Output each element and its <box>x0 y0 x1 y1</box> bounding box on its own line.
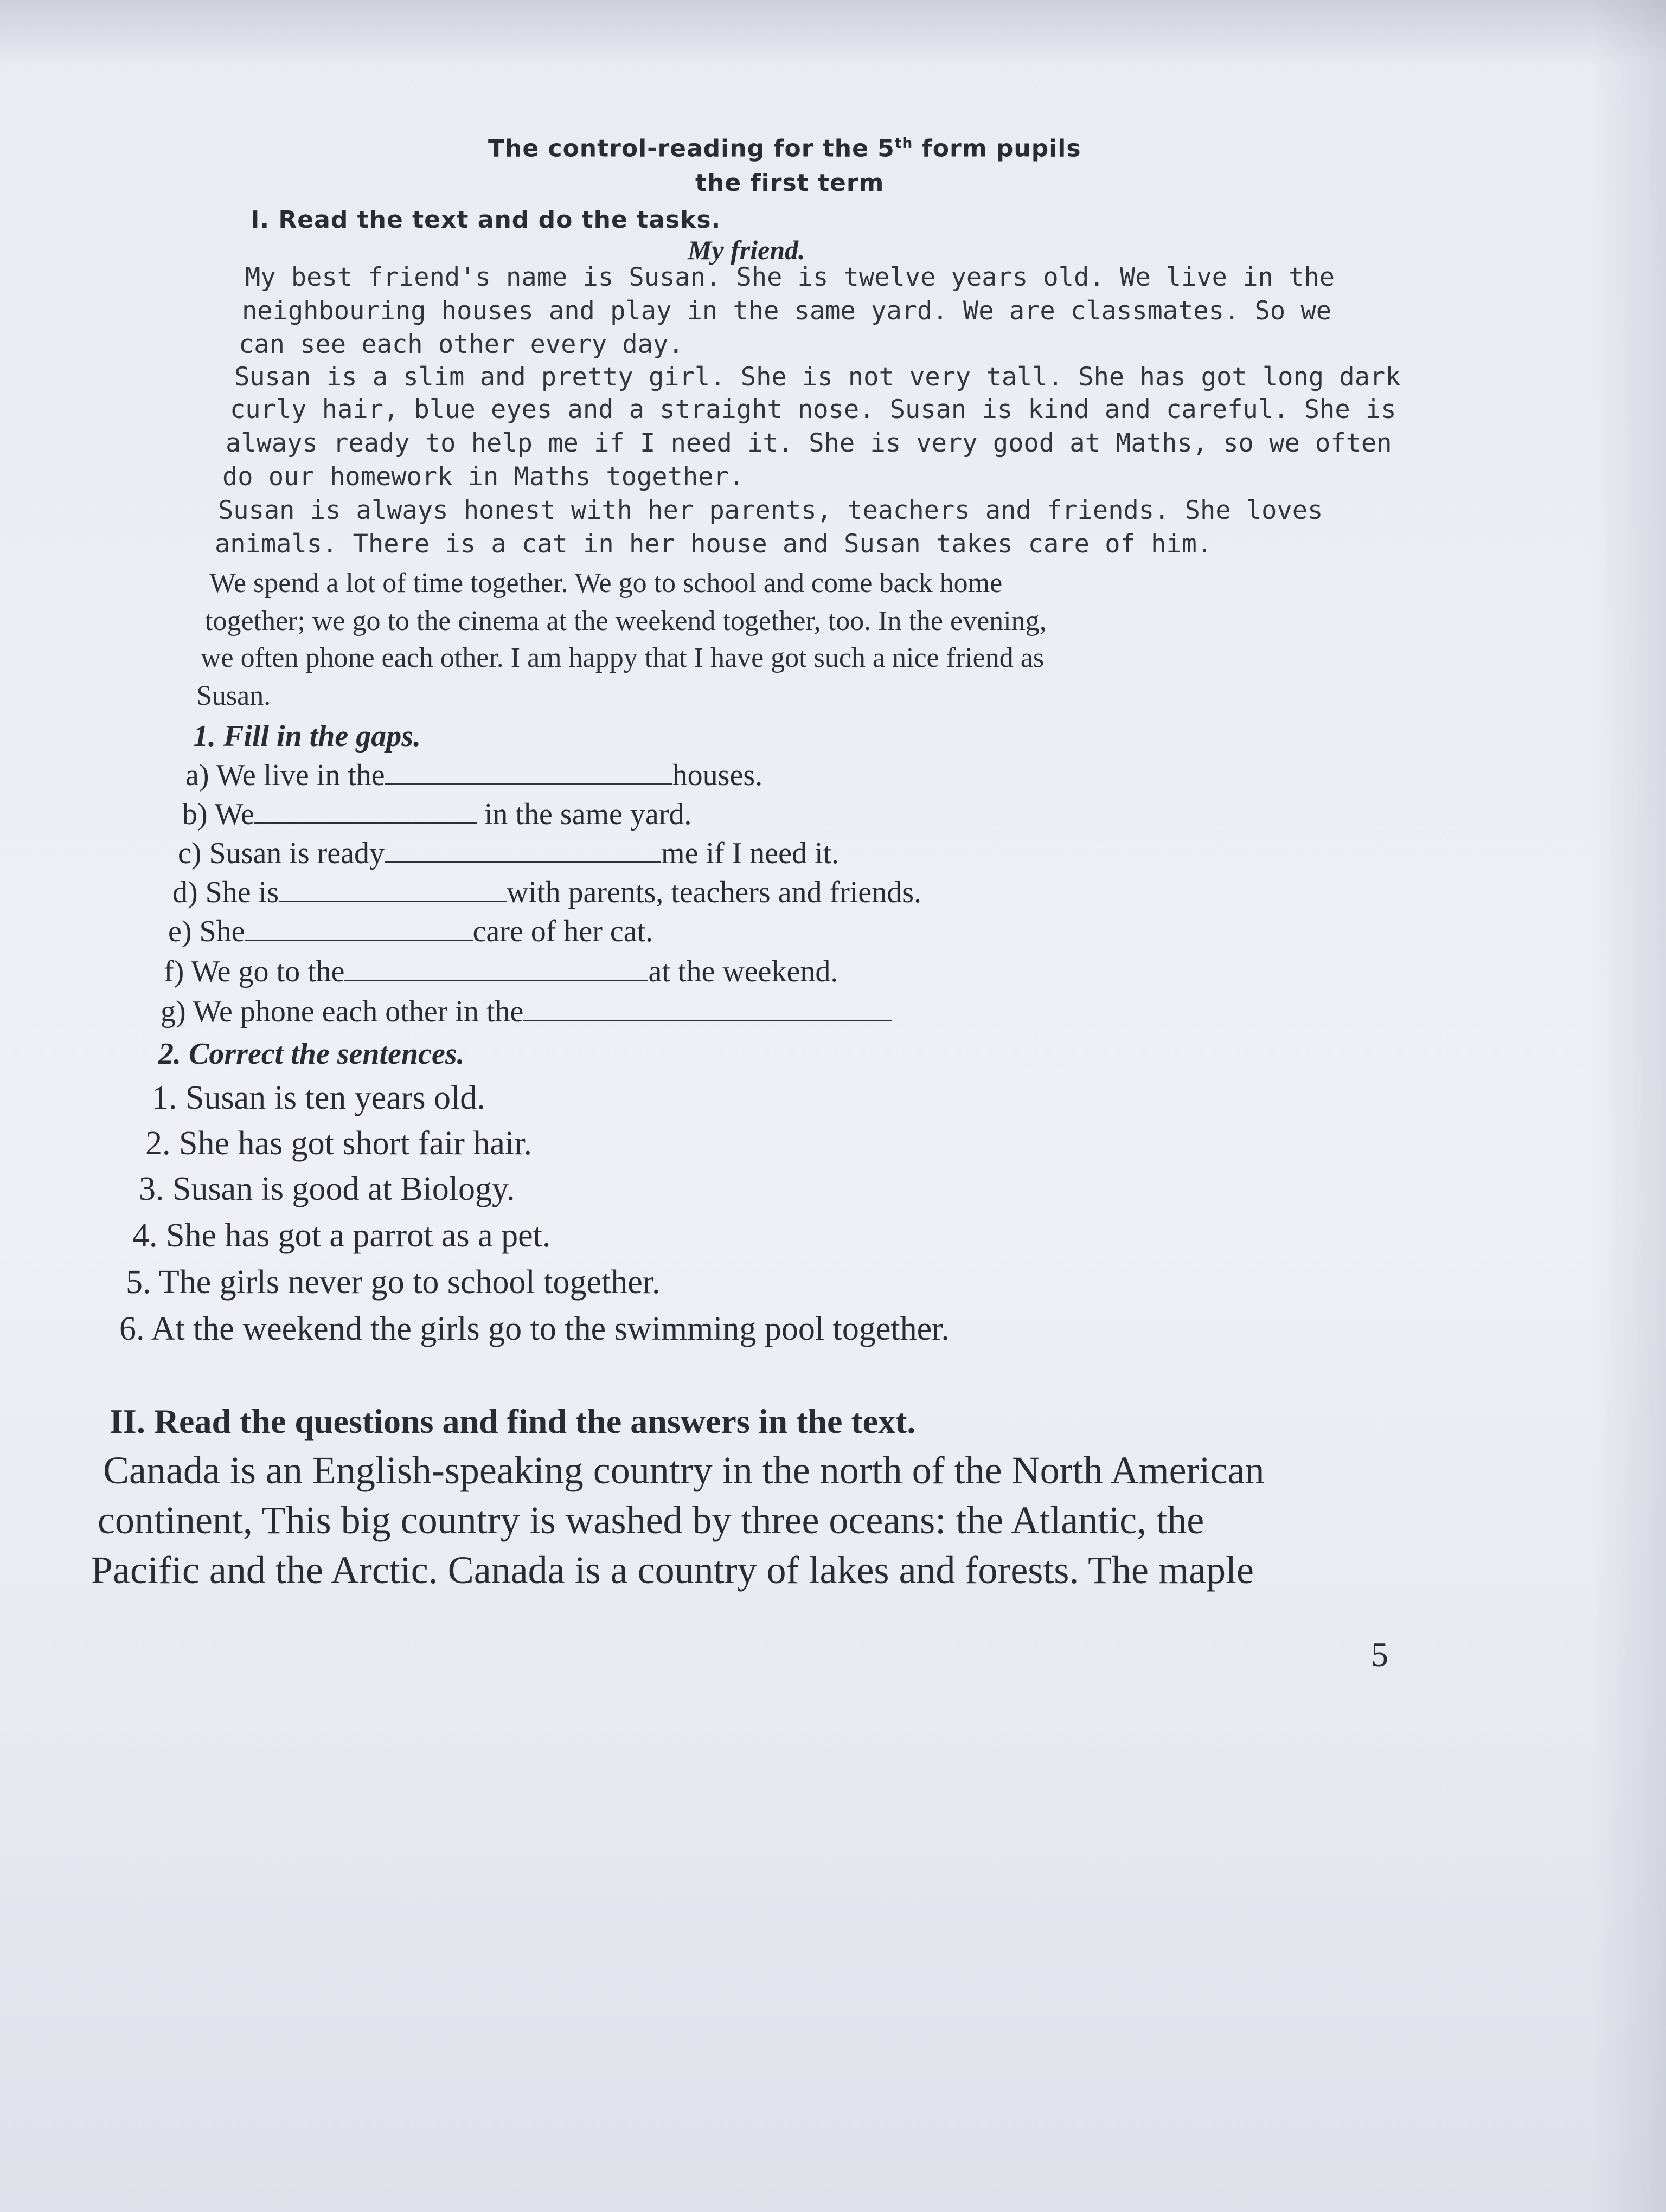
page-shadow-top <box>0 0 1666 65</box>
answer-blank <box>254 821 477 824</box>
task1-heading: I. Read the text and do the tasks. <box>251 206 721 234</box>
story-line: neighbouring houses and play in the same yard. We are classmates. So we <box>242 296 1332 326</box>
answer-blank <box>245 938 473 941</box>
fill-gap-item: f) We go to the at the weekend. <box>164 955 838 988</box>
correct-item: 6. At the weekend the girls go to the swimming pool together. <box>119 1310 950 1347</box>
page-title: The control-reading for the 5th form pupils <box>488 134 1081 163</box>
story-line: curly hair, blue eyes and a straight nose. Susan is kind and careful. She is <box>230 395 1396 425</box>
correct-item: 5. The girls never go to school together. <box>126 1264 661 1301</box>
story-line: Susan. <box>196 680 271 711</box>
answer-blank <box>385 860 661 863</box>
answer-blank <box>344 979 648 981</box>
story-line: we often phone each other. I am happy that I have got such a nice friend as <box>201 642 1045 673</box>
correct-item: 4. She has got a parrot as a pet. <box>132 1217 551 1254</box>
story-title: My friend. <box>688 235 805 265</box>
fill-gap-item: b) We in the same yard. <box>182 798 692 831</box>
answer-blank <box>279 899 507 902</box>
answer-blank <box>523 1019 892 1021</box>
fill-gap-item: d) She is with parents, teachers and friends. <box>172 876 922 909</box>
correct-heading: 2. Correct the sentences. <box>158 1037 465 1071</box>
fill-gap-item: a) We live in the houses. <box>185 758 763 792</box>
fill-gap-item: c) Susan is ready me if I need it. <box>178 837 840 870</box>
story-line: animals. There is a cat in her house and Susan takes care of him. <box>215 529 1213 559</box>
story-line: always ready to help me if I need it. She is very good at Maths, so we often <box>226 428 1392 458</box>
page-shadow-right <box>1590 0 1666 2212</box>
correct-item: 1. Susan is ten years old. <box>152 1079 485 1116</box>
section2-heading: II. Read the questions and find the answers in the text. <box>110 1402 916 1441</box>
story-line: Susan is always honest with her parents, teachers and friends. She loves <box>218 496 1323 525</box>
correct-item: 2. She has got short fair hair. <box>145 1125 532 1162</box>
answer-blank <box>385 782 672 785</box>
page-number: 5 <box>1371 1635 1388 1674</box>
story-line: My best friend's name is Susan. She is twelve years old. We live in the <box>245 262 1335 292</box>
canada-line: Pacific and the Arctic. Canada is a country of lakes and forests. The maple <box>91 1548 1254 1592</box>
story-line: Susan is a slim and pretty girl. She is not very tall. She has got long dark <box>234 362 1401 392</box>
fill-gap-item: e) She care of her cat. <box>168 915 653 948</box>
fill-gaps-heading: 1. Fill in the gaps. <box>193 719 421 753</box>
fill-gap-item: g) We phone each other in the <box>161 996 892 1027</box>
story-line: can see each other every day. <box>239 330 684 359</box>
page-subtitle: the first term <box>695 169 885 197</box>
story-line: do our homework in Maths together. <box>222 462 745 492</box>
canada-line: Canada is an English-speaking country in the north of the North American <box>103 1449 1265 1492</box>
correct-item: 3. Susan is good at Biology. <box>139 1171 515 1207</box>
canada-line: continent, This big country is washed by three oceans: the Atlantic, the <box>98 1499 1204 1542</box>
story-line: We spend a lot of time together. We go to school and come back home <box>209 568 1003 599</box>
story-line: together; we go to the cinema at the weekend together, too. In the evening, <box>205 606 1047 636</box>
